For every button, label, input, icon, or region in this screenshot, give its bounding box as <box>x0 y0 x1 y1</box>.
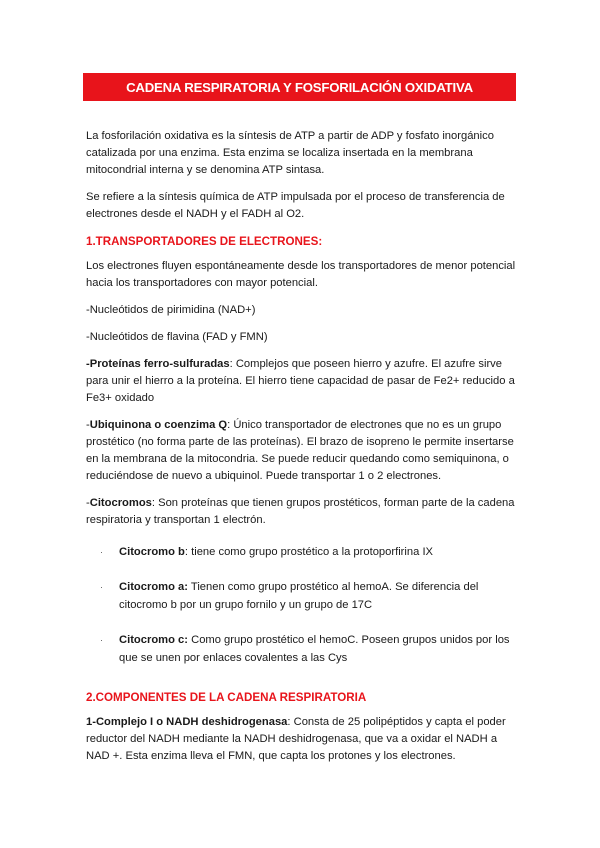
complex-1-text: : Consta de 25 polipéptidos y capta el poder reductor del NADH mediante la NADH deshidrogenasa, que va a oxidar el NADH a NAD +. Esta enzima lleva el FMN, que capta los protones y los electrones. <box>86 716 506 762</box>
iron-sulfur-text: : Complejos que poseen hierro y azufre. El azufre sirve para unir el hierro a la proteína. El hierro tiene capacidad de pasar de Fe2+ reducido a Fe3+ oxidado <box>86 358 515 404</box>
ubiquinone-paragraph <box>86 417 518 485</box>
document-title: CADENA RESPIRATORIA Y FOSFORILACIÓN OXIDATIVA <box>83 73 516 101</box>
cytochrome-c-text: Como grupo prostético el hemoC. Poseen grupos unidos por los que se unen por enlaces covalentes a las Cys <box>119 634 510 664</box>
list-item <box>86 631 518 667</box>
cytochrome-b-text: : tiene como grupo prostético a la protoporfirina IX <box>184 546 434 558</box>
bullet-icon: · <box>100 547 103 557</box>
iron-sulfur-proteins-paragraph <box>86 356 518 407</box>
document-body <box>86 128 518 765</box>
list-item <box>86 578 518 614</box>
list-item <box>86 543 518 561</box>
complex-1-term: 1-Complejo I o NADH deshidrogenasa <box>86 716 288 728</box>
ubiquinone-term: Ubiquinona o coenzima Q <box>89 419 228 431</box>
cytochrome-c-term: Citocromo c: <box>119 634 188 646</box>
intro-paragraph-1: La fosforilación oxidativa es la síntesis de ATP a partir de ADP y fosfato inorgánico catalizada por una enzima. Esta enzima se localiza insertada en la membrana mitocondrial interna y se denomina ATP sintasa. <box>86 130 494 176</box>
cytochromes-prefix: - <box>86 497 90 509</box>
iron-sulfur-term: Proteínas ferro-sulfuradas <box>89 358 230 370</box>
section-2-heading: 2.COMPONENTES DE LA CADENA RESPIRATORIA <box>86 691 367 704</box>
ubiquinone-prefix: - <box>86 419 90 431</box>
cytochromes-term: Citocromos <box>89 497 152 509</box>
section-1-heading: 1.TRANSPORTADORES DE ELECTRONES: <box>86 235 323 248</box>
flavin-nucleotides-item: -Nucleótidos de flavina (FAD y FMN) <box>86 331 268 343</box>
cytochrome-list <box>86 543 518 667</box>
ubiquinone-text: : Único transportador de electrones que no es un grupo prostético (no forma parte de las proteínas). El brazo de isopreno le permite insertarse en la membrana de la mitocondria. Se puede reducir quedando como semiquinona, o reduciéndose de nuevo a ubiquinol. Puede transportar 1 o 2 electrones. <box>86 419 514 482</box>
complex-1-paragraph <box>86 714 518 765</box>
electron-flow-paragraph: Los electrones fluyen espontáneamente desde los transportadores de menor potencial hacia los transportadores con mayor potencial. <box>86 260 516 289</box>
cytochrome-a-term: Citocromo a: <box>119 581 188 593</box>
intro-paragraph-2: Se refiere a la síntesis química de ATP impulsada por el proceso de transferencia de electrones desde el NADH y el FADH al O2. <box>86 191 505 220</box>
bullet-icon: · <box>100 582 103 592</box>
cytochromes-paragraph <box>86 495 518 529</box>
iron-sulfur-prefix: - <box>86 358 90 370</box>
bullet-icon: · <box>100 635 103 645</box>
cytochrome-b-term: Citocromo b <box>119 546 185 558</box>
cytochrome-a-text: Tienen como grupo prostético al hemoA. Se diferencia del citocromo b por un grupo fornilo y un grupo de 17C <box>119 581 479 611</box>
pyrimidine-nucleotides-item: -Nucleótidos de pirimidina (NAD+) <box>86 304 256 316</box>
cytochromes-text: : Son proteínas que tienen grupos prostéticos, forman parte de la cadena respiratoria y transportan 1 electrón. <box>86 497 515 526</box>
